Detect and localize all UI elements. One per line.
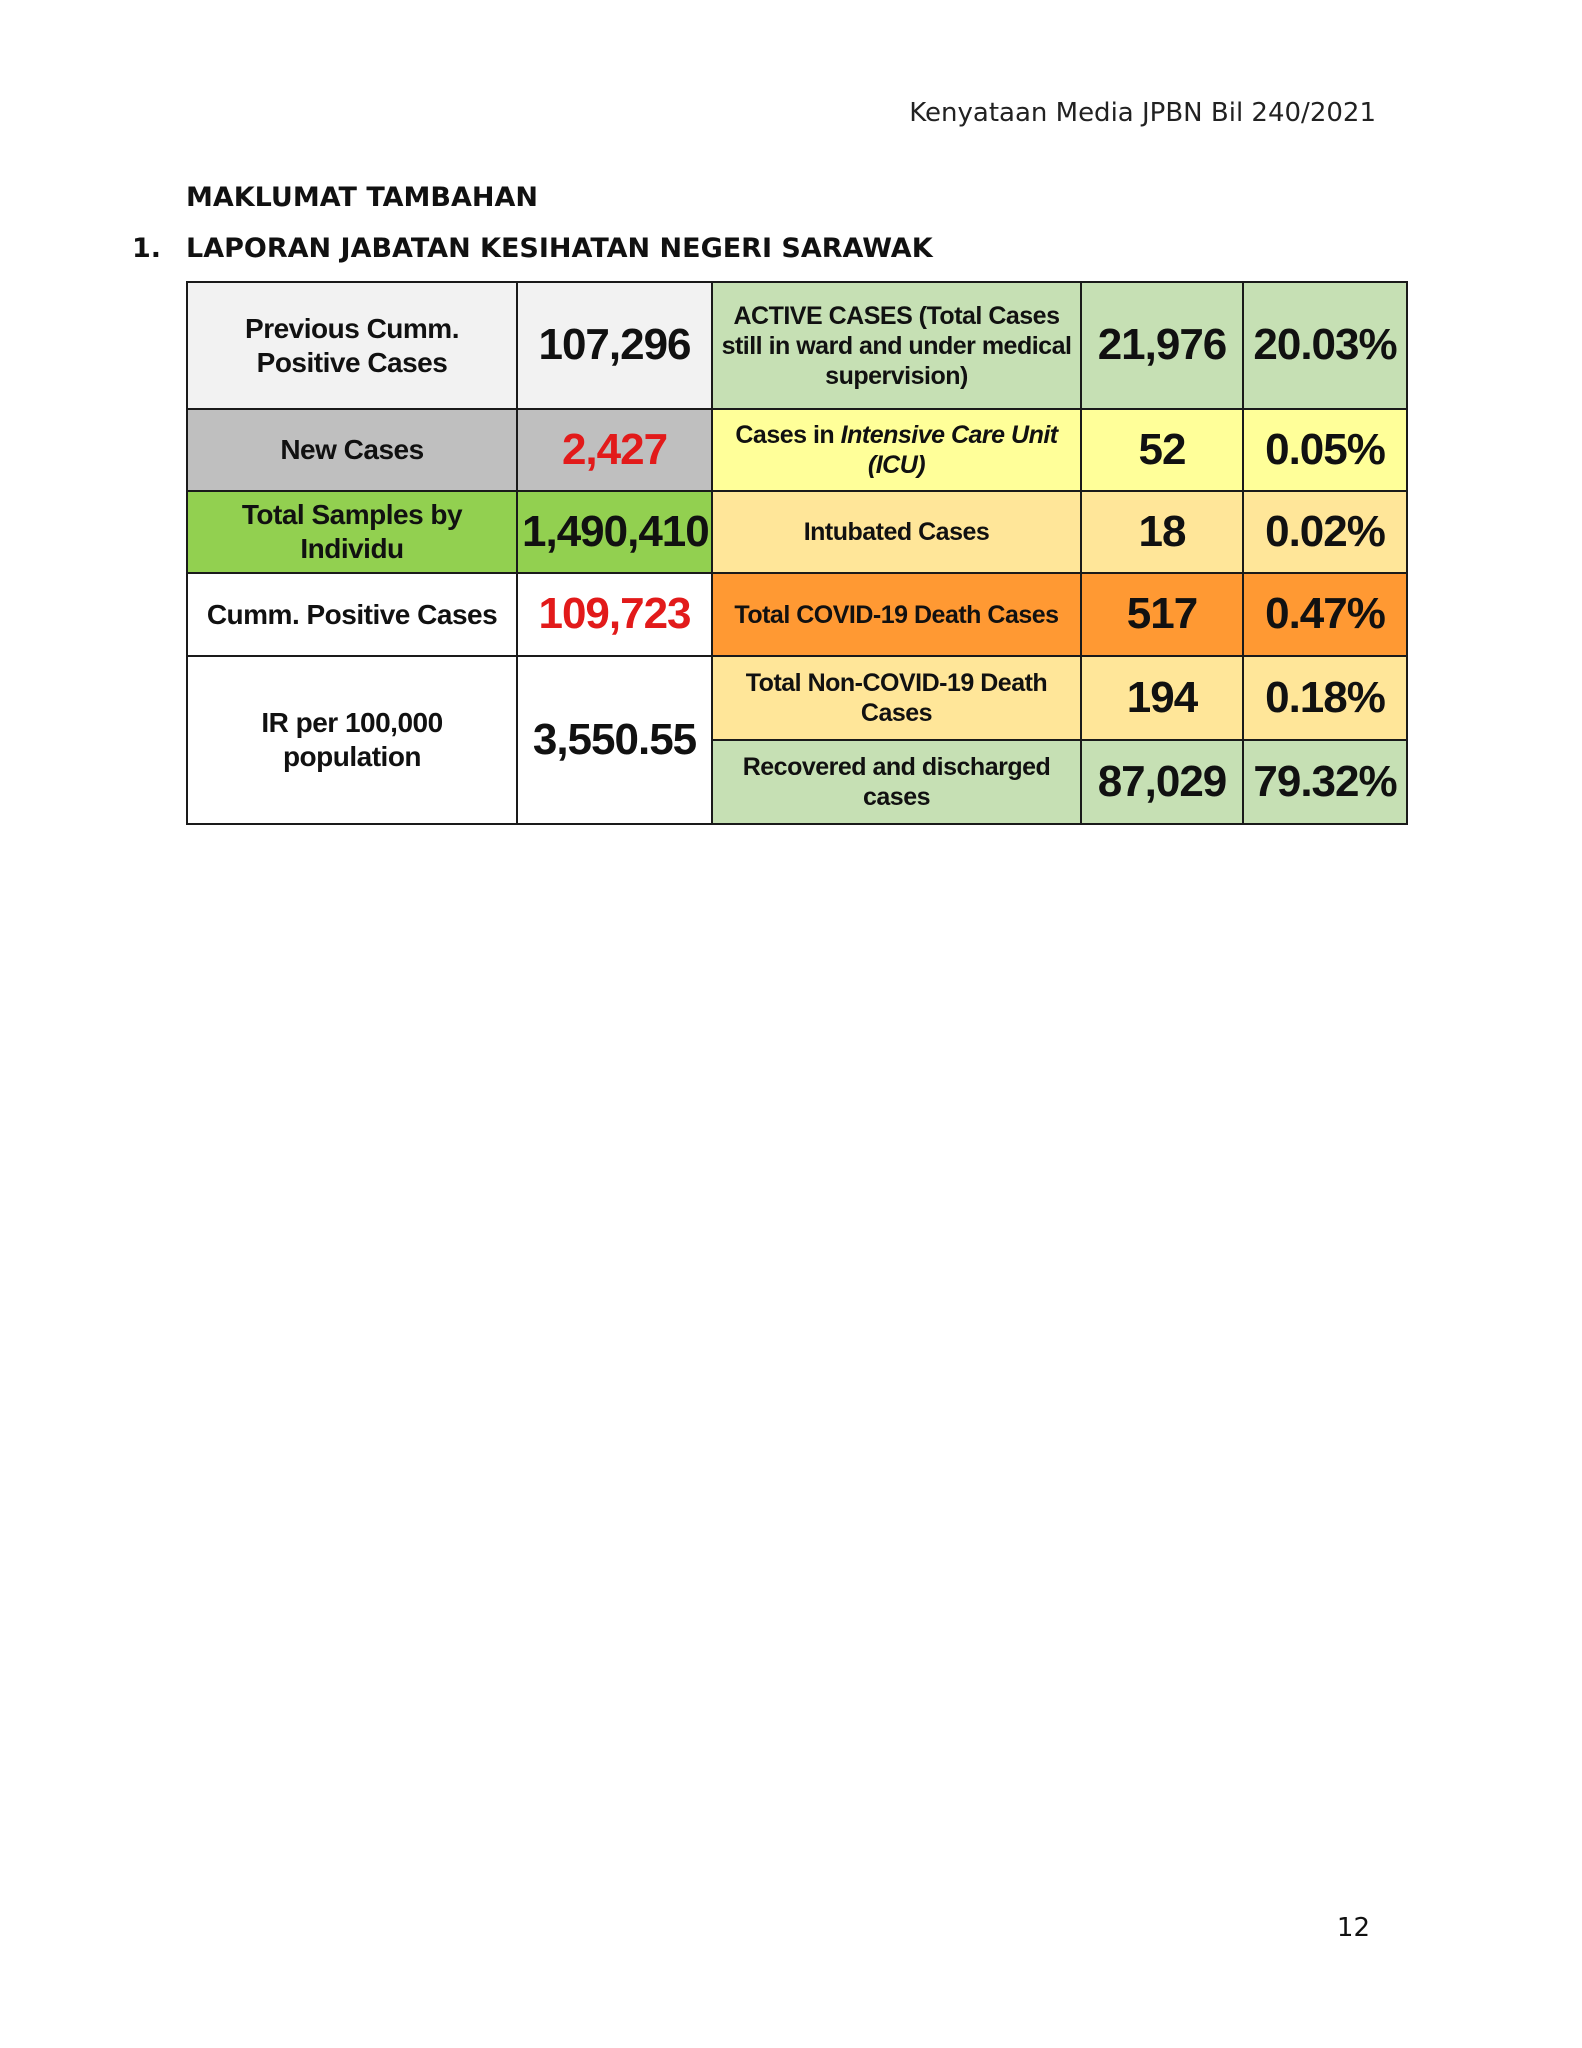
item-number: 1.: [132, 233, 162, 264]
value-new-cases: 2,427: [517, 409, 712, 491]
label-cumm-positive: Cumm. Positive Cases: [187, 573, 517, 656]
table-row: [187, 491, 1407, 573]
label-new-cases: New Cases: [187, 409, 517, 491]
label-icu-prefix: Cases in: [735, 421, 841, 449]
count-non-covid-death: 194: [1081, 656, 1243, 740]
table-row: [187, 656, 1407, 740]
count-active-cases: 21,976: [1081, 282, 1243, 409]
document-reference: Kenyataan Media JPBN Bil 240/2021: [909, 98, 1376, 128]
percent-icu-cases: 0.05%: [1243, 409, 1407, 491]
percent-non-covid-death: 0.18%: [1243, 656, 1407, 740]
value-total-samples: 1,490,410: [517, 491, 712, 573]
label-previous-cumm-positive: Previous Cumm. Positive Cases: [187, 282, 517, 409]
item-title: LAPORAN JABATAN KESIHATAN NEGERI SARAWAK: [186, 233, 933, 264]
label-total-samples: Total Samples by Individu: [187, 491, 517, 573]
count-covid-death: 517: [1081, 573, 1243, 656]
count-recovered: 87,029: [1081, 740, 1243, 824]
covid-report-table: [186, 281, 1408, 825]
label-icu-italic: Intensive Care Unit (ICU): [840, 421, 1058, 479]
label-covid-death: Total COVID-19 Death Cases: [712, 573, 1081, 656]
label-icu-cases: [712, 409, 1081, 491]
label-active-cases: ACTIVE CASES (Total Cases still in ward and under medical supervision): [712, 282, 1081, 409]
count-intubated-cases: 18: [1081, 491, 1243, 573]
label-intubated-cases: Intubated Cases: [712, 491, 1081, 573]
percent-intubated-cases: 0.02%: [1243, 491, 1407, 573]
percent-covid-death: 0.47%: [1243, 573, 1407, 656]
value-cumm-positive: 109,723: [517, 573, 712, 656]
table-row: [187, 573, 1407, 656]
percent-active-cases: 20.03%: [1243, 282, 1407, 409]
page-number: 12: [1336, 1913, 1370, 1943]
label-non-covid-death: Total Non-COVID-19 Death Cases: [712, 656, 1081, 740]
percent-recovered: 79.32%: [1243, 740, 1407, 824]
label-ir-population: IR per 100,000 population: [187, 656, 517, 824]
section-heading: MAKLUMAT TAMBAHAN: [186, 182, 538, 213]
count-icu-cases: 52: [1081, 409, 1243, 491]
table-row: [187, 409, 1407, 491]
label-recovered: Recovered and discharged cases: [712, 740, 1081, 824]
table-row: [187, 282, 1407, 409]
value-previous-cumm-positive: 107,296: [517, 282, 712, 409]
value-ir-population: 3,550.55: [517, 656, 712, 824]
